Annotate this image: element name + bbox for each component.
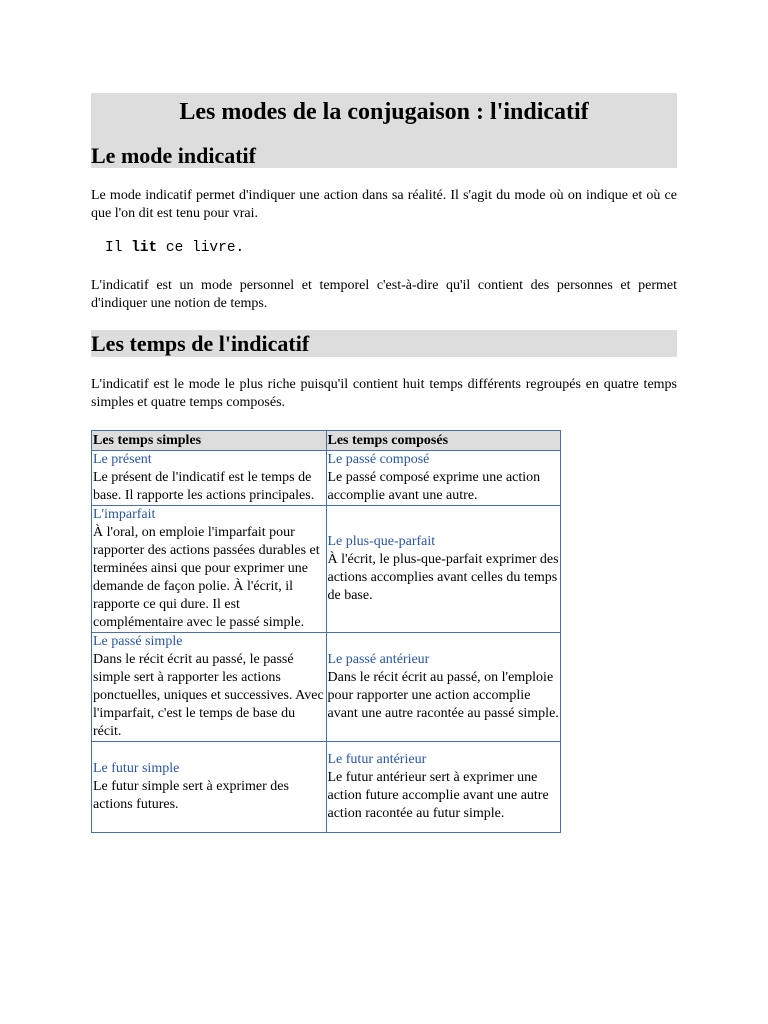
table-cell	[92, 506, 327, 633]
example-verb: lit	[131, 240, 158, 256]
tense-link-passe-compose[interactable]: Le passé composé	[327, 452, 430, 467]
tense-link-imparfait[interactable]: L'imparfait	[93, 507, 156, 522]
section-heading-mode-indicatif: Le mode indicatif	[91, 143, 256, 168]
header-simple-tenses: Les temps simples	[92, 431, 327, 451]
tense-description: Le présent de l'indicatif est le temps de base. Il rapporte les actions principales.	[93, 470, 315, 503]
tense-description: Dans le récit écrit au passé, le passé simple sert à rapporter les actions ponctuelles, uniques et successives. Avec l'imparfait, c'est le temps de base du récit.	[93, 652, 324, 739]
paragraph-definition: Le mode indicatif permet d'indiquer une action dans sa réalité. Il s'agit du mode où on indique et où ce que l'on dit est tenu pour vrai.	[91, 188, 677, 221]
table-cell	[92, 633, 327, 742]
table-cell	[92, 742, 327, 833]
paragraph-personnel-temporel: L'indicatif est un mode personnel et temporel c'est-à-dire qu'il contient des personnes et permet d'indiquer une notion de temps.	[91, 278, 677, 311]
section-band-temps	[91, 330, 677, 357]
tense-description: Le futur simple sert à exprimer des actions futures.	[93, 779, 289, 812]
table-cell	[326, 506, 561, 633]
tense-link-passe-simple[interactable]: Le passé simple	[93, 634, 183, 649]
example-after: ce livre.	[157, 240, 245, 256]
tense-link-passe-anterieur[interactable]: Le passé antérieur	[327, 652, 430, 667]
table-header-row	[92, 431, 561, 451]
table-row	[92, 451, 561, 506]
table-cell	[326, 633, 561, 742]
table-cell	[326, 451, 561, 506]
example-before: Il	[105, 240, 132, 256]
tenses-table	[91, 430, 561, 833]
tense-description: À l'écrit, le plus-que-parfait exprimer des actions accomplies avant celles du temps de base.	[327, 552, 559, 603]
document-title: Les modes de la conjugaison : l'indicatif	[179, 99, 589, 125]
tense-link-present[interactable]: Le présent	[93, 452, 152, 467]
tense-description: Dans le récit écrit au passé, on l'emploie pour rapporter une action accomplie avant une autre racontée au passé simple.	[327, 670, 559, 721]
tense-link-plus-que-parfait[interactable]: Le plus-que-parfait	[327, 534, 436, 549]
tense-description: Le futur antérieur sert à exprimer une action future accomplie avant une autre action racontée au futur simple.	[327, 770, 549, 821]
tense-link-futur-simple[interactable]: Le futur simple	[93, 761, 180, 776]
section-heading-temps-indicatif: Les temps de l'indicatif	[91, 331, 310, 356]
table-cell	[326, 742, 561, 833]
header-compound-tenses: Les temps composés	[326, 431, 561, 451]
table-cell	[92, 451, 327, 506]
example-sentence	[105, 239, 244, 257]
tense-description: À l'oral, on emploie l'imparfait pour rapporter des actions passées durables et terminées ainsi que pour exprimer une demande de façon polie. À l'écrit, il rapporte ce qui dure. Il est complémentaire avec le passé simple.	[93, 525, 320, 630]
tense-link-futur-anterieur[interactable]: Le futur antérieur	[327, 752, 427, 767]
tense-description: Le passé composé exprime une action accomplie avant une autre.	[327, 470, 541, 503]
table-row	[92, 742, 561, 833]
document-page	[91, 93, 677, 821]
table-row	[92, 506, 561, 633]
title-band	[91, 93, 677, 168]
paragraph-huit-temps: L'indicatif est le mode le plus riche puisqu'il contient huit temps différents regroupés en quatre temps simples et quatre temps composés.	[91, 377, 677, 410]
table-row	[92, 633, 561, 742]
